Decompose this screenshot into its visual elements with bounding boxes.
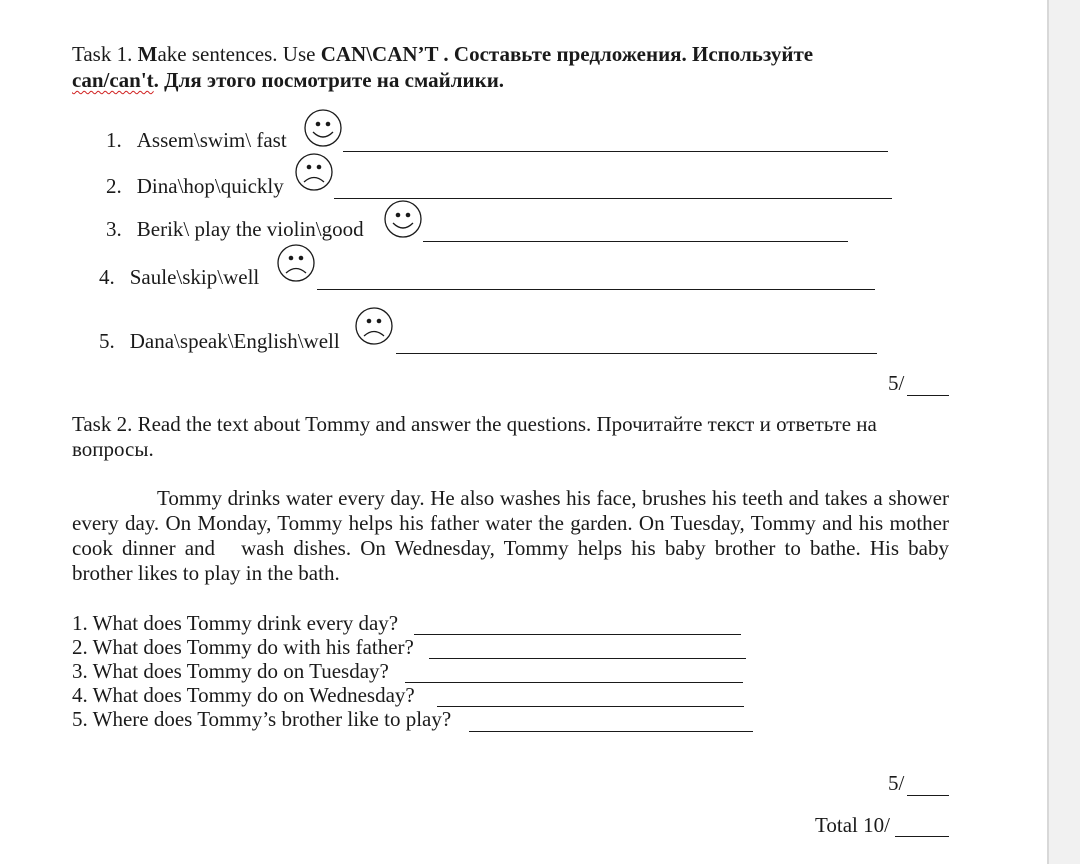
smiley-sad-icon — [354, 306, 394, 346]
item-text: Assem\swim\ fast — [136, 128, 287, 152]
spellcheck-word: can/can't — [72, 68, 154, 92]
item-text: Dana\speak\English\well — [129, 329, 340, 353]
task1-score: 5/ — [888, 371, 905, 395]
question-2-answer-line[interactable] — [429, 658, 746, 659]
task2-score-line[interactable] — [907, 795, 949, 796]
task1-item-4 — [99, 265, 259, 290]
item-text: Saule\skip\well — [129, 265, 260, 289]
task1-heading-line2-rest: . Для этого посмотрите на смайлики. — [153, 68, 505, 92]
question-5-answer-line[interactable] — [469, 731, 753, 732]
answer-line-1[interactable] — [343, 151, 888, 152]
item-text: Berik\ play the violin\good — [136, 217, 364, 241]
question-3-answer-line[interactable] — [405, 682, 743, 683]
answer-line-5[interactable] — [396, 353, 877, 354]
question-3: 3. What does Tommy do on Tuesday? — [72, 659, 389, 683]
question-5: 5. Where does Tommy’s brother like to play? — [72, 707, 452, 731]
task1-heading-bold: CAN\CAN’T . Составьте предложения. Используйте — [320, 42, 814, 66]
task1-item-3 — [106, 217, 364, 242]
total-score-line[interactable] — [895, 836, 949, 837]
task2-heading: Task 2. Read the text about Tommy and answer the questions. Прочитайте текст и ответьте на — [72, 412, 877, 436]
answer-line-3[interactable] — [423, 241, 848, 242]
task1-item-5 — [99, 329, 340, 354]
question-4-answer-line[interactable] — [437, 706, 744, 707]
task1-item-2 — [106, 174, 284, 199]
reading-text-part1: Tommy drinks water every day. He also washes his face, brushes his teeth and takes a shower every day. On Monday, Tommy helps his father water the garden. On Tuesday, Tommy and his mother cook dinner and — [72, 486, 949, 560]
smiley-sad-icon — [294, 152, 334, 192]
task2-reading-text — [72, 486, 949, 586]
page-scrollbar-gutter — [1047, 0, 1080, 864]
task1-item-1 — [106, 128, 287, 153]
item-number: 4. — [99, 265, 115, 289]
task2-heading-line2: вопросы. — [72, 437, 154, 461]
reading-text-part2: wash dishes. On Wednesday, Tommy helps his baby brother to bathe. His baby brother likes to play in the bath. — [72, 536, 949, 585]
item-text: Dina\hop\quickly — [136, 174, 284, 198]
item-number: 1. — [106, 128, 122, 152]
question-1-answer-line[interactable] — [414, 634, 741, 635]
task1-heading-m: M — [137, 42, 158, 66]
smiley-sad-icon — [276, 243, 316, 283]
task1-heading-line2 — [72, 68, 504, 93]
question-1: 1. What does Tommy drink every day? — [72, 611, 399, 635]
question-4: 4. What does Tommy do on Wednesday? — [72, 683, 415, 707]
smiley-happy-icon — [383, 199, 423, 239]
task1-label: Task 1. — [72, 42, 138, 66]
task2-score: 5/ — [888, 771, 905, 795]
answer-line-4[interactable] — [317, 289, 875, 290]
question-2: 2. What does Tommy do with his father? — [72, 635, 414, 659]
task1-score-line[interactable] — [907, 395, 949, 396]
task1-heading — [72, 42, 813, 67]
task1-heading-rest: ake sentences. Use — [157, 42, 321, 66]
total-score: Total 10/ — [815, 813, 890, 837]
item-number: 5. — [99, 329, 115, 353]
smiley-happy-icon — [303, 108, 343, 148]
item-number: 2. — [106, 174, 122, 198]
item-number: 3. — [106, 217, 122, 241]
